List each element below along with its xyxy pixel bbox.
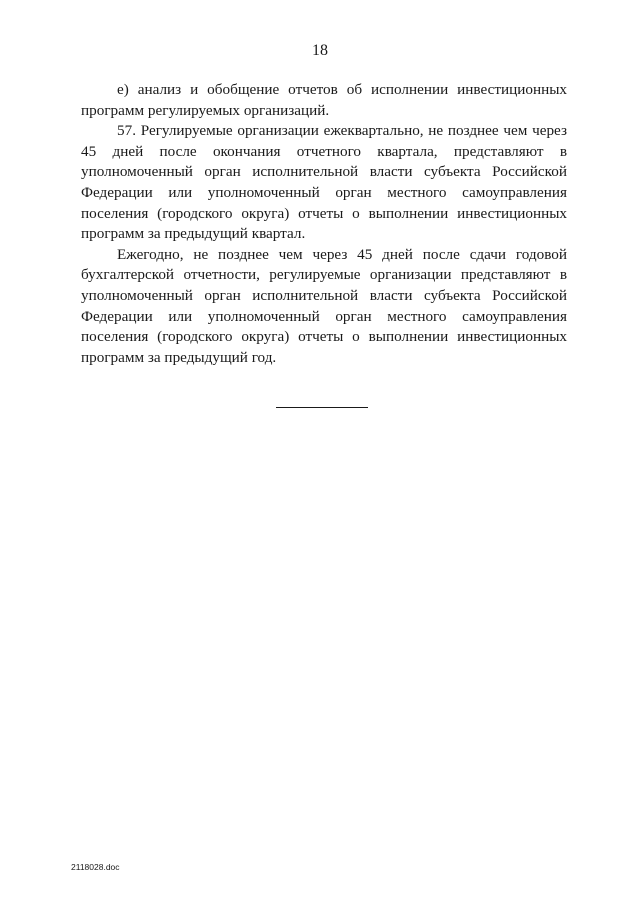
paragraph-item-e: е) анализ и обобщение отчетов об исполнении инвестиционных программ регулируемых организаций. [81,81,567,119]
page-number: 18 [312,42,328,59]
section-divider-line [276,407,368,408]
document-file-code: 2118028.doc [71,862,120,872]
document-body [81,80,567,368]
paragraph-57: 57. Регулируемые организации ежеквартально, не позднее чем через 45 дней после окончания отчетного квартала, представляют в уполномоченный орган исполнительной власти субъекта Российской Федерации или уполномоченный орган местного самоуправления поселения (городского округа) отчеты о выполнении инвестиционных программ за предыдущий квартал. [81,122,567,243]
paragraph-annual-reports: Ежегодно, не позднее чем через 45 дней после сдачи годовой бухгалтерской отчетности, регулируемые организации представляют в уполномоченный орган исполнительной власти субъекта Российской Федерации или уполномоченный орган местного самоуправления поселения (городского округа) отчеты о выполнении инвестиционных программ за предыдущий год. [81,245,567,366]
